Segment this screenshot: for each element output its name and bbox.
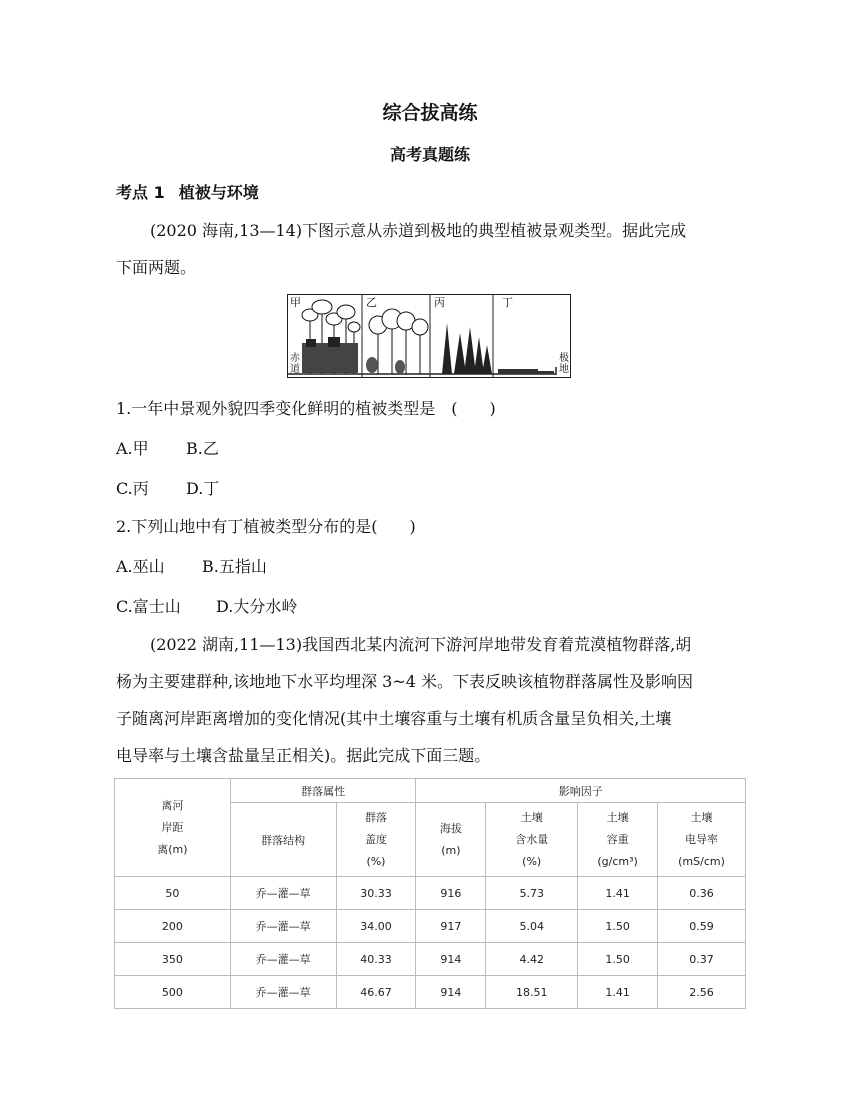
zone-label-ding: 丁 <box>502 296 513 309</box>
equator-label-2: 道 <box>290 364 300 375</box>
cell-structure: 乔—灌—草 <box>230 877 336 910</box>
cell-conductivity: 0.59 <box>658 910 746 943</box>
header-distance: 离河 岸距 离(m) <box>115 779 231 877</box>
header-coverage: 群落 盖度 (%) <box>336 803 416 877</box>
cell-altitude: 916 <box>416 877 486 910</box>
cell-conductivity: 2.56 <box>658 976 746 1009</box>
pole-label-1: 极 <box>559 353 569 364</box>
table-row <box>115 910 746 943</box>
q1-option-a: A.甲 <box>116 439 149 458</box>
cell-structure: 乔—灌—草 <box>230 976 336 1009</box>
zone-label-yi: 乙 <box>366 296 377 309</box>
q1-option-d: D.丁 <box>186 479 220 498</box>
cell-coverage: 40.33 <box>336 943 416 976</box>
question-2-options-row-1 <box>116 554 267 577</box>
page-title: 综合拔高练 <box>382 102 478 124</box>
q1-option-b: B.乙 <box>186 439 219 458</box>
tundra-vegetation <box>498 369 554 374</box>
q2-option-d: D.大分水岭 <box>216 597 298 616</box>
cell-structure: 乔—灌—草 <box>230 943 336 976</box>
intro-paragraph-1 <box>116 212 744 286</box>
cell-distance: 350 <box>115 943 231 976</box>
cell-altitude: 914 <box>416 943 486 976</box>
q2-option-b: B.五指山 <box>202 557 267 576</box>
header-structure: 群落结构 <box>230 803 336 877</box>
cell-distance: 50 <box>115 877 231 910</box>
table-row <box>115 877 746 910</box>
intro2-line2: 杨为主要建群种,该地地下水平均埋深 3~4 米。下表反映该植物群落属性及影响因 <box>116 672 694 691</box>
header-community-group: 群落属性 <box>230 779 416 803</box>
intro1-line1: (2020 海南,13—14)下图示意从赤道到极地的典型植被景观类型。据此完成 <box>150 221 687 240</box>
rainforest-trees <box>302 300 360 374</box>
cell-coverage: 30.33 <box>336 877 416 910</box>
header-moisture: 土壤 含水量 (%) <box>486 803 578 877</box>
q2-option-a: A.巫山 <box>116 557 165 576</box>
cell-coverage: 34.00 <box>336 910 416 943</box>
table-row <box>115 976 746 1009</box>
cell-moisture: 4.42 <box>486 943 578 976</box>
cell-density: 1.50 <box>578 910 658 943</box>
section-label: 考点 1 <box>116 183 165 202</box>
pole-label-2: 地 <box>559 364 569 375</box>
question-1-stem: 1.一年中景观外貌四季变化鲜明的植被类型是 ( ) <box>116 399 496 418</box>
cell-moisture: 5.73 <box>486 877 578 910</box>
header-altitude: 海拔 (m) <box>416 803 486 877</box>
q1-option-c: C.丙 <box>116 479 149 498</box>
q2-option-c: C.富士山 <box>116 597 181 616</box>
question-2-options-row-2 <box>116 594 297 617</box>
cell-moisture: 5.04 <box>486 910 578 943</box>
section-name: 植被与环境 <box>178 183 259 202</box>
cell-structure: 乔—灌—草 <box>230 910 336 943</box>
header-density: 土壤 容重 (g/cm³) <box>578 803 658 877</box>
vegetation-figure <box>287 294 571 378</box>
question-1-options-row-1 <box>116 436 219 459</box>
section-heading <box>116 180 259 203</box>
zone-label-bing: 丙 <box>434 296 445 309</box>
cell-altitude: 914 <box>416 976 486 1009</box>
coniferous-trees <box>442 323 492 374</box>
deciduous-trees <box>366 309 428 374</box>
cell-conductivity: 0.36 <box>658 877 746 910</box>
intro-paragraph-2 <box>116 626 744 774</box>
intro1-line2: 下面两题。 <box>116 258 197 277</box>
intro2-line1: (2022 湖南,11—13)我国西北某内流河下游河岸地带发育着荒漠植物群落,胡 <box>150 635 692 654</box>
cell-conductivity: 0.37 <box>658 943 746 976</box>
page-subtitle: 高考真题练 <box>389 145 470 164</box>
intro2-line3: 子随离河岸距离增加的变化情况(其中土壤容重与土壤有机质含量呈负相关,土壤 <box>116 709 672 728</box>
zone-label-jia: 甲 <box>290 296 301 309</box>
table-row <box>115 943 746 976</box>
cell-distance: 500 <box>115 976 231 1009</box>
cell-altitude: 917 <box>416 910 486 943</box>
intro2-line4: 电导率与土壤含盐量呈正相关)。据此完成下面三题。 <box>116 746 491 765</box>
cell-distance: 200 <box>115 910 231 943</box>
question-1-options-row-2 <box>116 476 219 499</box>
cell-density: 1.41 <box>578 976 658 1009</box>
vegetation-illustration <box>288 295 570 377</box>
cell-density: 1.50 <box>578 943 658 976</box>
community-table <box>114 778 746 1009</box>
cell-density: 1.41 <box>578 877 658 910</box>
question-2-stem: 2.下列山地中有丁植被类型分布的是( ) <box>116 517 416 536</box>
header-factors-group: 影响因子 <box>416 779 746 803</box>
header-conductivity: 土壤 电导率 (mS/cm) <box>658 803 746 877</box>
cell-coverage: 46.67 <box>336 976 416 1009</box>
equator-label-1: 赤 <box>290 353 300 364</box>
cell-moisture: 18.51 <box>486 976 578 1009</box>
